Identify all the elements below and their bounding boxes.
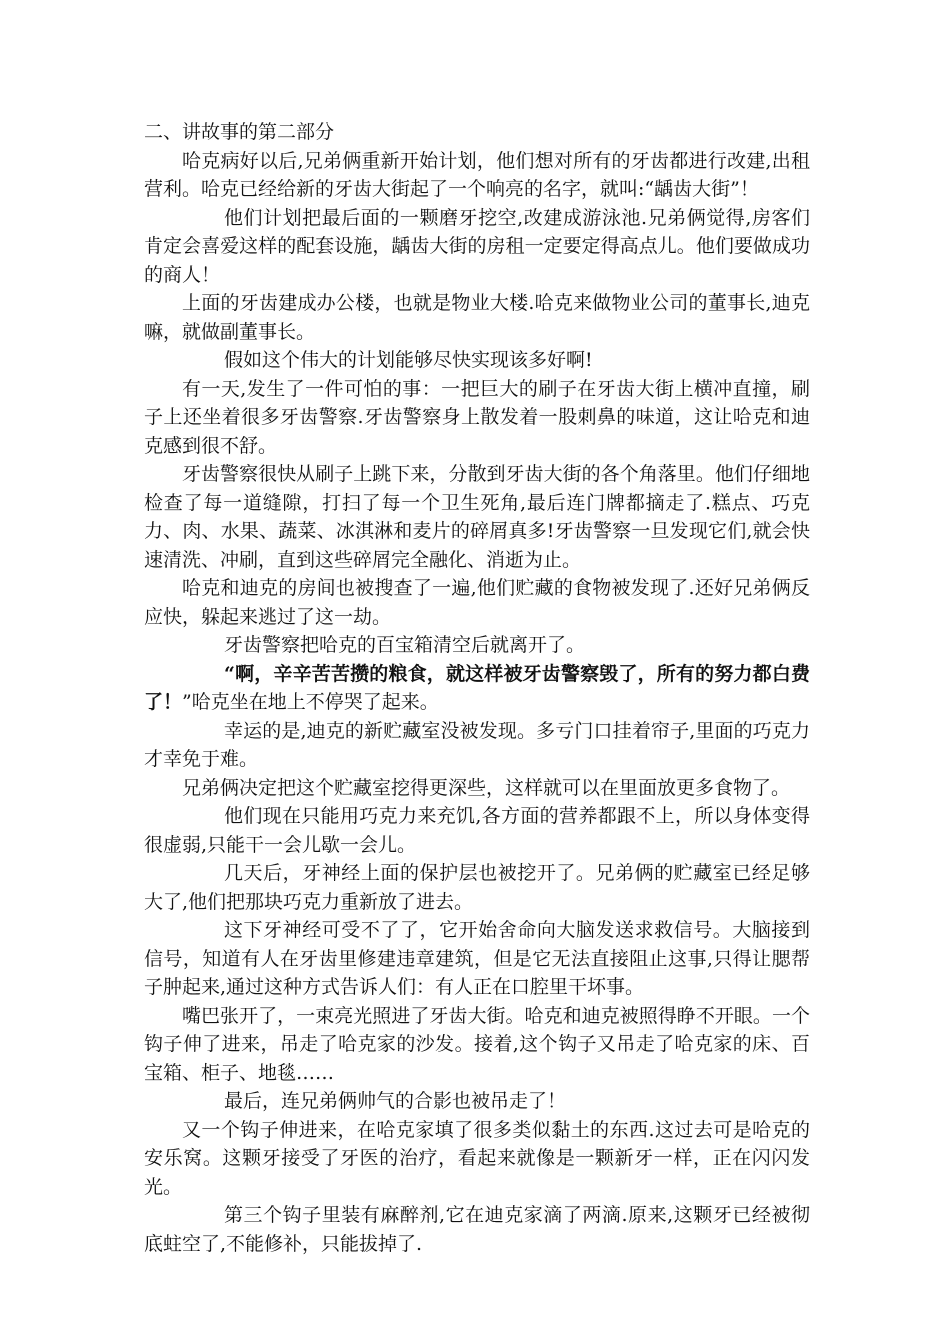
paragraph (144, 460, 810, 574)
paragraph (144, 1116, 810, 1202)
section-heading: 二、讲故事的第二部分 (144, 121, 335, 143)
paragraph-text: 最后，连兄弟俩帅气的合影也被吊走了！ (224, 1090, 567, 1112)
paragraph (144, 346, 810, 375)
paragraph-text: 他们现在只能用巧克力来充饥,各方面的营养都跟不上，所以身体变得很虚弱,只能干一会儿歇一会儿。 (144, 805, 810, 856)
paragraph (144, 289, 810, 346)
paragraph (144, 774, 810, 803)
paragraph-text: 又一个钩子伸进来，在哈克家填了很多类似黏土的东西.这过去可是哈克的安乐窝。这颗牙接受了牙医的治疗，看起来就像是一颗新牙一样，正在闪闪发光。 (144, 1118, 810, 1198)
document-body (144, 118, 810, 1258)
paragraph (144, 375, 810, 461)
paragraph (144, 631, 810, 660)
paragraph (144, 717, 810, 774)
paragraph-text: 第三个钩子里装有麻醉剂,它在迪克家滴了两滴.原来,这颗牙已经被彻底蛀空了,不能修补，只能拔掉了. (144, 1204, 810, 1255)
paragraph-text: 他们计划把最后面的一颗磨牙挖空,改建成游泳池.兄弟俩觉得,房客们肯定会喜爱这样的配套设施，龋齿大街的房租一定要定得高点儿。他们要做成功的商人！ (144, 206, 810, 286)
paragraph-text: 哈克病好以后,兄弟俩重新开始计划，他们想对所有的牙齿都进行改建,出租营利。哈克已经给新的牙齿大街起了一个响亮的名字，就叫:“龋齿大街”！ (144, 149, 810, 200)
paragraph (144, 204, 810, 290)
paragraph (144, 859, 810, 916)
paragraph-text: 几天后，牙神经上面的保护层也被挖开了。兄弟俩的贮藏室已经足够大了,他们把那块巧克力重新放了进去。 (144, 862, 810, 913)
paragraph-text: 有一天,发生了一件可怕的事：一把巨大的刷子在牙齿大街上横冲直撞，刷子上还坐着很多牙齿警察.牙齿警察身上散发着一股刺鼻的味道，这让哈克和迪克感到很不舒。 (144, 377, 810, 457)
paragraph-text: 兄弟俩决定把这个贮藏室挖得更深些，这样就可以在里面放更多食物了。 (182, 776, 791, 799)
paragraph (144, 147, 810, 204)
paragraph-text: 哈克和迪克的房间也被搜查了一遍,他们贮藏的食物被发现了.还好兄弟俩反应快，躲起来逃过了这一劫。 (144, 577, 810, 628)
paragraph-list (144, 147, 810, 1259)
paragraph-text: 上面的牙齿建成办公楼，也就是物业大楼.哈克来做物业公司的董事长,迪克嘛，就做副董事长。 (144, 292, 810, 343)
paragraph-bold-text: “啊，辛辛苦苦攒的粮食，就这样被牙齿警察毁了，所有的努力都白费了！ (144, 662, 810, 713)
paragraph (144, 660, 810, 717)
paragraph-text: 假如这个伟大的计划能够尽快实现该多好啊! (224, 349, 593, 371)
paragraph-text: 这下牙神经可受不了了，它开始舍命向大脑发送求救信号。大脑接到信号，知道有人在牙齿里修建违章建筑，但是它无法直接阻止这事,只得让腮帮子肿起来,通过这种方式告诉人们：有人正在口腔里干坏事。 (144, 919, 810, 998)
paragraph-text: ”哈克坐在地上不停哭了起来。 (182, 691, 439, 713)
paragraph (144, 1002, 810, 1088)
paragraph-text: 牙齿警察把哈克的百宝箱清空后就离开了。 (224, 634, 586, 656)
paragraph-text: 幸运的是,迪克的新贮藏室没被发现。多亏门口挂着帘子,里面的巧克力才幸免于难。 (144, 719, 810, 770)
paragraph-text: 牙齿警察很快从刷子上跳下来，分散到牙齿大街的各个角落里。他们仔细地检查了每一道缝隙，打扫了每一个卫生死角,最后连门牌都摘走了.糕点、巧克力、肉、水果、蔬菜、冰淇淋和麦片的碎屑真多!牙齿警察一旦发现它们,就会快速清洗、冲刷，直到这些碎屑完全融化、消逝为止。 (144, 463, 810, 571)
paragraph-text: 嘴巴张开了，一束亮光照进了牙齿大街。哈克和迪克被照得睁不开眼。一个钩子伸了进来，吊走了哈克家的沙发。接着,这个钩子又吊走了哈克家的床、百宝箱、柜子、地毯…… (144, 1004, 810, 1084)
paragraph (144, 1201, 810, 1258)
paragraph (144, 916, 810, 1002)
paragraph (144, 802, 810, 859)
paragraph (144, 1087, 810, 1116)
paragraph (144, 574, 810, 631)
